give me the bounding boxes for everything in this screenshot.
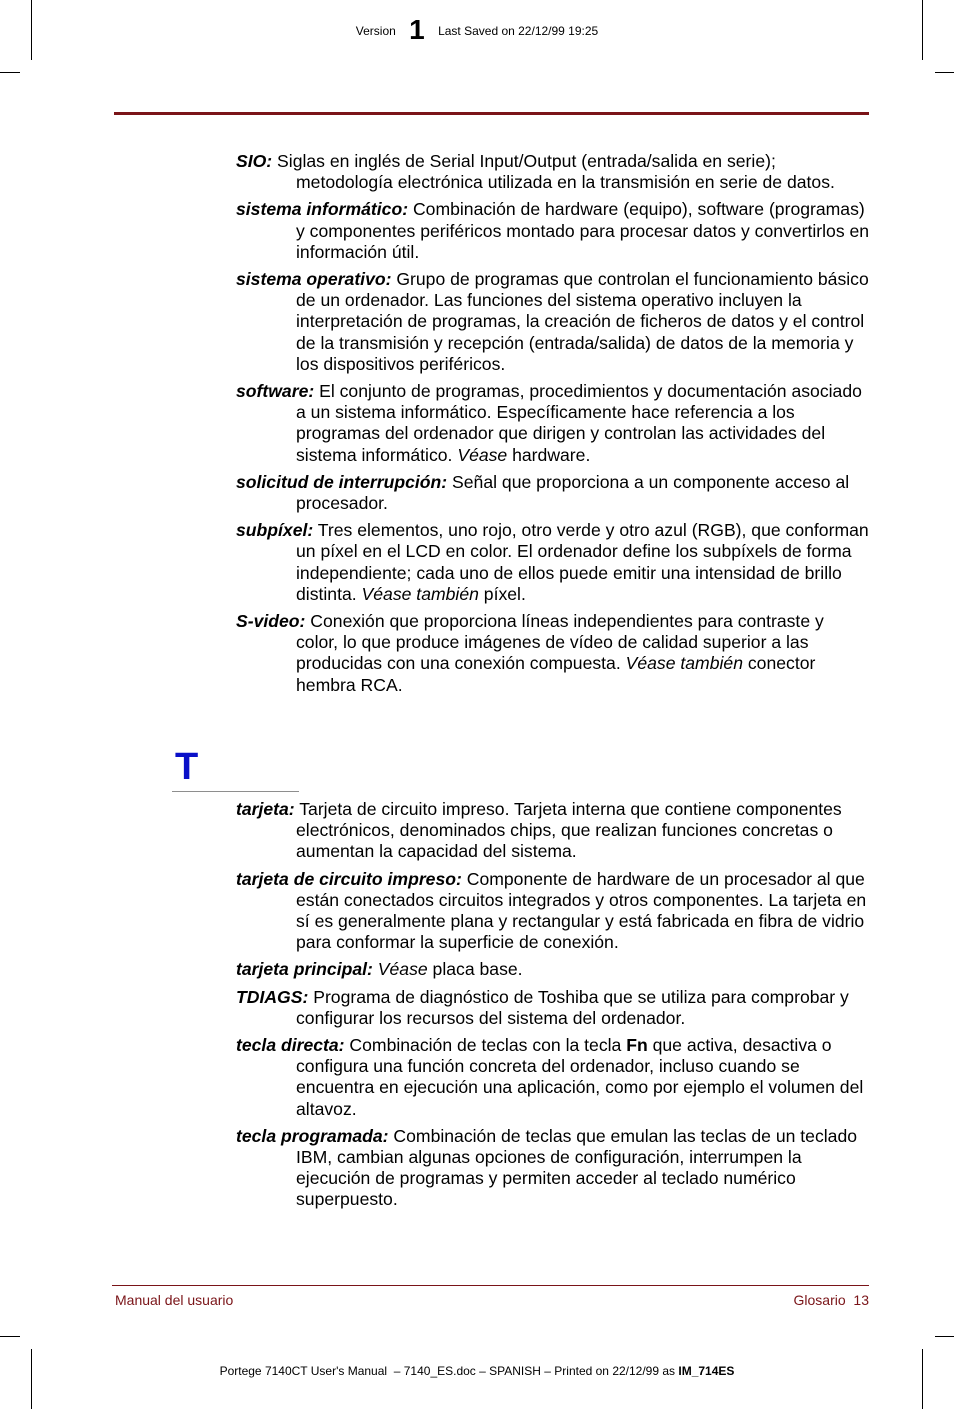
glossary-definition-text: Grupo de programas que controlan el funcionamiento básico de un ordenador. Las funciones del sistema operativo incluyen la interpretación de programas, la creación de ficheros de datos y el control de la transmisión y recepción (entrada/salida) de datos de la memoria y los dispositivos periféricos. bbox=[296, 269, 869, 374]
glossary-definition-text: Combinación de teclas con la tecla bbox=[344, 1035, 627, 1056]
glossary-definition-text: Programa de diagnóstico de Toshiba que se utiliza para comprobar y configurar los recursos del sistema del ordenador. bbox=[296, 986, 849, 1028]
glossary-term: tarjeta principal: bbox=[236, 959, 373, 980]
glossary-definition-text: Véase también bbox=[625, 653, 743, 674]
footer-manual-title: Manual del usuario bbox=[115, 1292, 234, 1308]
glossary-entry bbox=[236, 151, 870, 193]
glossary-definition-text: Tres elementos, uno rojo, otro verde y otro azul (RGB), que conforman un píxel en el LCD en color. El ordenador define los subpíxels de forma independiente; cada uno de ellos puede emitir una intensidad de brillo distinta. bbox=[296, 520, 869, 604]
print-info: Portege 7140CT User's Manual – 7140_ES.doc – SPANISH – Printed on 22/12/99 as bbox=[219, 1364, 679, 1378]
footer-rule bbox=[112, 1285, 869, 1286]
glossary-list-s bbox=[236, 151, 870, 702]
crop-mark bbox=[935, 1336, 954, 1337]
glossary-entry bbox=[236, 199, 870, 263]
glossary-definition-text: Tarjeta de circuito impreso. Tarjeta interna que contiene componentes electrónicos, denominados chips, que realizan funciones concretas o aumentan la capacidad del sistema. bbox=[294, 799, 842, 862]
header-rule bbox=[114, 112, 869, 115]
glossary-definition-text: Véase bbox=[377, 959, 428, 980]
glossary-entry bbox=[236, 1126, 870, 1211]
glossary-entry bbox=[236, 869, 870, 954]
glossary-entry bbox=[236, 611, 870, 696]
glossary-definition-text: hardware. bbox=[507, 444, 591, 465]
glossary-term: tecla directa: bbox=[236, 1035, 345, 1056]
glossary-term: SIO: bbox=[236, 151, 273, 171]
glossary-definition-text: Señal que proporciona a un componente acceso al procesador. bbox=[296, 471, 850, 514]
glossary-entry bbox=[236, 381, 870, 466]
glossary-definition-text: Siglas en inglés de Serial Input/Output (entrada/salida en serie); metodología electrónica utilizada en la transmisión en serie de datos. bbox=[272, 151, 835, 193]
glossary-term: TDIAGS: bbox=[236, 986, 309, 1007]
glossary-term: sistema operativo: bbox=[236, 269, 392, 290]
section-rule bbox=[172, 791, 299, 792]
crop-mark bbox=[935, 72, 954, 73]
glossary-list-t bbox=[236, 799, 870, 1217]
crop-mark bbox=[922, 1349, 923, 1409]
version-number: 1 bbox=[409, 14, 425, 45]
glossary-definition-text: Conexión que proporciona líneas independientes para contraste y color, lo que produce imágenes de vídeo de calidad superior a las producidas con una conexión compuesta. bbox=[296, 611, 824, 674]
glossary-entry bbox=[236, 799, 870, 863]
glossary-term: tarjeta de circuito impreso: bbox=[236, 868, 462, 889]
last-saved: Last Saved on 22/12/99 19:25 bbox=[438, 24, 599, 38]
glossary-term: S-video: bbox=[236, 611, 306, 632]
glossary-term: tarjeta: bbox=[236, 799, 295, 819]
glossary-definition-text: Véase bbox=[457, 444, 508, 465]
crop-mark bbox=[31, 1349, 32, 1409]
crop-mark bbox=[0, 72, 20, 73]
glossary-definition-text: Véase también bbox=[361, 583, 479, 604]
glossary-term: solicitud de interrupción: bbox=[236, 471, 448, 492]
section-letter: T bbox=[175, 746, 199, 788]
glossary-term: tecla programada: bbox=[236, 1125, 389, 1146]
glossary-entry bbox=[236, 472, 870, 514]
glossary-term: software: bbox=[236, 381, 315, 402]
glossary-definition-text: Combinación de hardware (equipo), software (programas) y componentes periféricos montado para procesar datos y convertirlos en información útil. bbox=[296, 199, 870, 262]
print-footer bbox=[0, 1364, 954, 1378]
doc-id: IM_714ES bbox=[678, 1364, 735, 1378]
glossary-entry bbox=[236, 520, 870, 605]
crop-mark bbox=[0, 1336, 20, 1337]
glossary-entry bbox=[236, 269, 870, 375]
glossary-entry bbox=[236, 987, 870, 1029]
glossary-definition-text: que activa, desactiva o configura una función concreta del ordenador, incluso cuando se encuentra en ejecución una aplicación, como por ejemplo el volumen del altavoz. bbox=[296, 1035, 864, 1119]
glossary-definition-text: Componente de hardware de un procesador al que están conectados circuitos integrados y otros componentes. La tarjeta en sí es generalmente plana y rectangular y está fabricada en fibra de vidrio para conformar la superficie de conexión. bbox=[296, 868, 867, 953]
glossary-definition-text: conector hembra RCA. bbox=[296, 653, 816, 695]
glossary-definition-text: El conjunto de programas, procedimientos y documentación asociado a un sistema informático. Específicamente hace referencia a los programas del ordenador que dirigen y controlan las actividades del sistema informático. bbox=[296, 381, 862, 465]
footer-page-label: Glosario 13 bbox=[793, 1292, 869, 1308]
version-header bbox=[0, 14, 954, 45]
glossary-definition-text: píxel. bbox=[478, 583, 526, 604]
glossary-definition-text: placa base. bbox=[427, 959, 523, 980]
glossary-definition-text: Fn bbox=[626, 1035, 648, 1056]
glossary-definition-text: Combinación de teclas que emulan las teclas de un teclado IBM, cambian algunas opciones de configuración, interrumpen la ejecución de programas y permiten acceder al teclado numérico superpuesto. bbox=[296, 1125, 858, 1210]
glossary-entry bbox=[236, 1035, 870, 1120]
glossary-entry bbox=[236, 959, 870, 980]
version-label: Version bbox=[355, 24, 396, 38]
glossary-term: subpíxel: bbox=[236, 520, 314, 541]
glossary-term: sistema informático: bbox=[236, 199, 409, 220]
